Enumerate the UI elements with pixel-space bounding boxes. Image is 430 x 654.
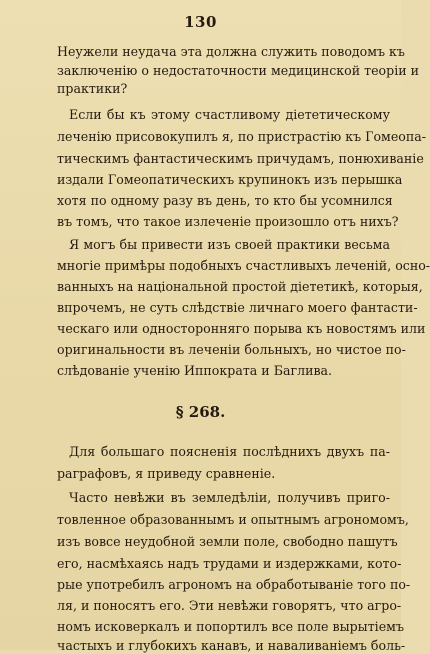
text-line: рые употребилъ агрономъ на обработываніе того по-: [57, 577, 411, 592]
text-line: издали Гомеопатическихъ крупинокъ изъ перышка: [57, 172, 403, 187]
text-line: Я могъ бы привести изъ своей практики весьма: [69, 237, 390, 252]
text-line: товленное образованнымъ и опытнымъ агрономомъ,: [57, 512, 409, 527]
text-line: Неужели неудача эта должна служить поводомъ къ: [57, 44, 405, 59]
text-line: номъ исковеркалъ и попортилъ все поле вырытіемъ: [57, 619, 404, 634]
text-line: его, насмѣхаясь надъ трудами и издержками, кото-: [57, 556, 402, 571]
text-line: впрочемъ, не суть слѣдствіе личнаго моего фантасти-: [57, 300, 418, 315]
text-line: практики?: [57, 81, 128, 96]
section-heading: § 268.: [175, 403, 226, 421]
text-line: Часто невѣжи въ земледѣліи, получивъ приго-: [69, 490, 390, 505]
text-line: тическимъ фантастическимъ причудамъ, понюхиваніе: [57, 151, 424, 166]
text-line: слѣдованіе ученію Иппократа и Баглива.: [57, 363, 333, 378]
text-line: въ томъ, что такое излеченіе произошло отъ нихъ?: [57, 214, 399, 229]
text-line: изъ вовсе неудобной земли поле, свободно пашутъ: [57, 534, 398, 549]
text-line: заключенію о недостаточности медицинской теоріи и: [57, 63, 420, 78]
text-line: ванныхъ на національной простой діететикѣ, которыя,: [57, 279, 423, 294]
text-line: оригинальности въ леченіи больныхъ, но чистое по-: [57, 342, 406, 357]
text-line: ческаго или односторонняго порыва къ новостямъ или: [57, 321, 426, 336]
text-line: многіе примѣры подобныхъ счастливыхъ леченій, осно-: [57, 258, 430, 273]
text-line: Если бы къ этому счастливому діететическому: [69, 107, 390, 122]
text-line: леченію присовокупилъ я, по пристрастію къ Гомеопа-: [57, 129, 427, 144]
text-line: Для большаго поясненія послѣднихъ двухъ па-: [69, 444, 390, 459]
text-line: хотя по одному разу въ день, то кто бы усомнился: [57, 193, 393, 208]
text-line: раграфовъ, я приведу сравненіе.: [57, 466, 276, 481]
text-line: ля, и поносятъ его. Эти невѣжи говорятъ, что агро-: [57, 598, 402, 613]
page-number: 130: [184, 13, 217, 31]
text-line: частыхъ и глубокихъ канавъ, и наваливаніемъ боль-: [57, 638, 406, 653]
